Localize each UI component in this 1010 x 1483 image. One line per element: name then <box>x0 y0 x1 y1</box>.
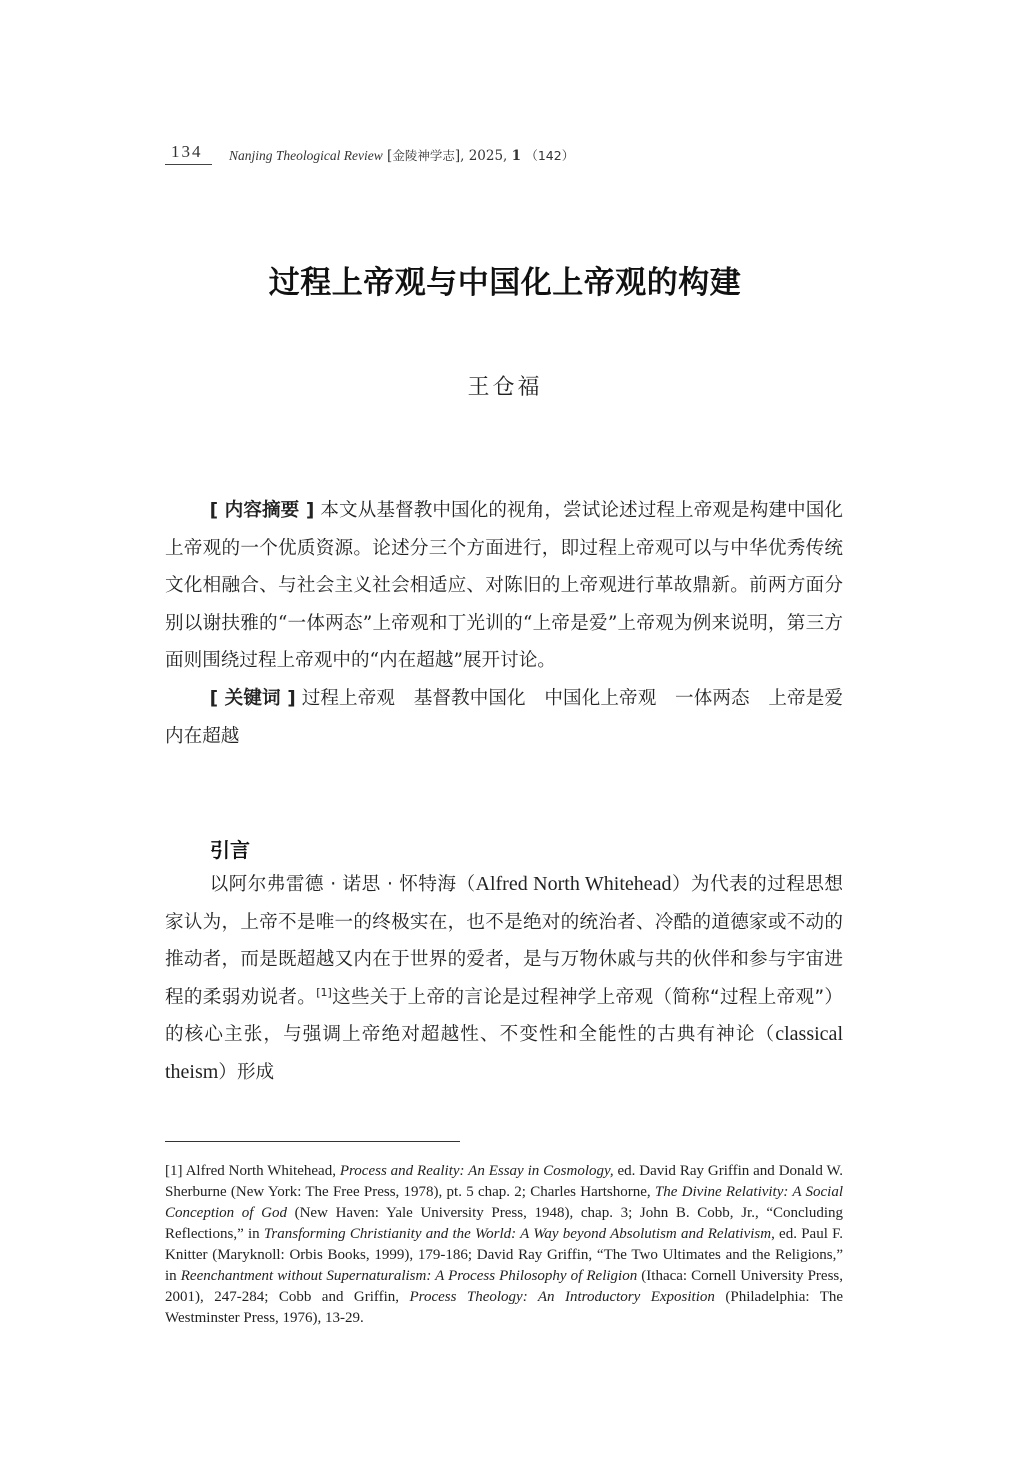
footnote-book-title: The Divine Relativity: A Social Conception of God <box>165 1184 843 1221</box>
journal-name-cn: 金陵神学志 <box>392 148 455 163</box>
journal-citation <box>229 146 574 164</box>
keywords-paragraph <box>165 680 862 755</box>
keywords-label: [ 关键词 ] <box>209 687 296 709</box>
footnote-book-title: Transforming Christianity and the World: A Way beyond Absolutism and Relativism <box>263 1226 772 1242</box>
bracket-close: ] <box>454 148 461 164</box>
intro-text-4: ）形成 <box>218 1061 275 1083</box>
abstract-text: 本文从基督教中国化的视角，尝试论述过程上帝观是构建中国化上帝观的一个优质资源。论述分三个方面进行，即过程上帝观可以与中华优秀传统文化相融合、与社会主义社会相适应、对陈旧的上帝观进行革故鼎新。前两方面分别以谢扶雅的“一体两态”上帝观和丁光训的“上帝是爱”上帝观为例来说明，第三方面则围绕过程上帝观中的“内在超越”展开讨论。 <box>165 500 843 672</box>
footnote-segment: , ed. Paul F. Knitter (Maryknoll: Orbis Books, 1999), 179-186; David Ray Griffin, “The Two Ultimates and the Religions,” in <box>165 1226 844 1284</box>
page-number: 134 <box>171 142 203 161</box>
intro-text-2: ）为代表的过程思想家认为，上帝不是唯一的终极实在，也不是绝对的统治者、冷酷的道德家或不动的推动者，而是既超越又内在于世界的爱者，是与万物休戚与共的伙伴和参与宇宙进程的柔弱劝说者。 <box>165 874 843 1008</box>
footnote-book-title: Process and Reality: An Essay in Cosmology, <box>339 1163 614 1179</box>
intro-english-term: classical theism <box>165 1023 843 1083</box>
footnote-segment: (Ithaca: Cornell University Press, 2001), 247-284; Cobb and Griffin, <box>165 1268 844 1305</box>
running-header <box>165 142 845 168</box>
intro-text-1: 以阿尔弗雷德 · 诺思 · 怀特海（ <box>209 874 476 895</box>
bracket-open: [ <box>387 148 393 164</box>
footnote-1 <box>165 1161 843 1329</box>
footnote-divider <box>165 1141 460 1142</box>
introduction-paragraph <box>165 866 843 1092</box>
abstract-paragraph <box>165 492 843 680</box>
footnote-segment: ed. David Ray Griffin and Donald W. Sherburne (New York: The Free Press, 1978), pt. 5 chap. 2; Charles Hartshorne, <box>165 1163 843 1200</box>
footnote-book-title: Reenchantment without Supernaturalism: A Process Philosophy of Religion <box>180 1268 638 1284</box>
journal-year: , 2025, <box>460 148 508 164</box>
article-title: 过程上帝观与中国化上帝观的构建 <box>268 265 742 301</box>
journal-name-en: Nanjing Theological Review <box>229 148 383 163</box>
footnote-book-title: Process Theology: An Introductory Exposition <box>409 1289 715 1305</box>
footnote-segment: Alfred North Whitehead, <box>185 1163 336 1179</box>
keywords-text: 过程上帝观 基督教中国化 中国化上帝观 一体两态 上帝是爱 内在超越 <box>165 687 862 747</box>
section-heading-introduction: 引言 <box>210 838 250 862</box>
journal-issue-total: （142） <box>525 148 575 163</box>
footnote-number: [1] <box>165 1163 183 1179</box>
intro-text-3: 这些关于上帝的言论是过程神学上帝观（简称“过程上帝观”）的核心主张，与强调上帝绝对超越性、不变性和全能性的古典有神论（ <box>165 986 843 1046</box>
abstract-section <box>165 492 862 755</box>
footnote-segment: (New Haven: Yale University Press, 1948), chap. 3; John B. Cobb, Jr., “Concluding Reflections,” in <box>165 1205 844 1242</box>
journal-issue: 1 <box>511 148 522 164</box>
page-number-underline <box>165 164 212 165</box>
footnote-segment: (Philadelphia: The Westminster Press, 1976), 13-29. <box>165 1289 844 1326</box>
footnote-reference[interactable]: [1] <box>316 985 332 999</box>
article-author: 王仓福 <box>467 375 543 400</box>
abstract-label: [ 内容摘要 ] <box>209 500 315 521</box>
intro-english-name: Alfred North Whitehead <box>475 873 672 895</box>
